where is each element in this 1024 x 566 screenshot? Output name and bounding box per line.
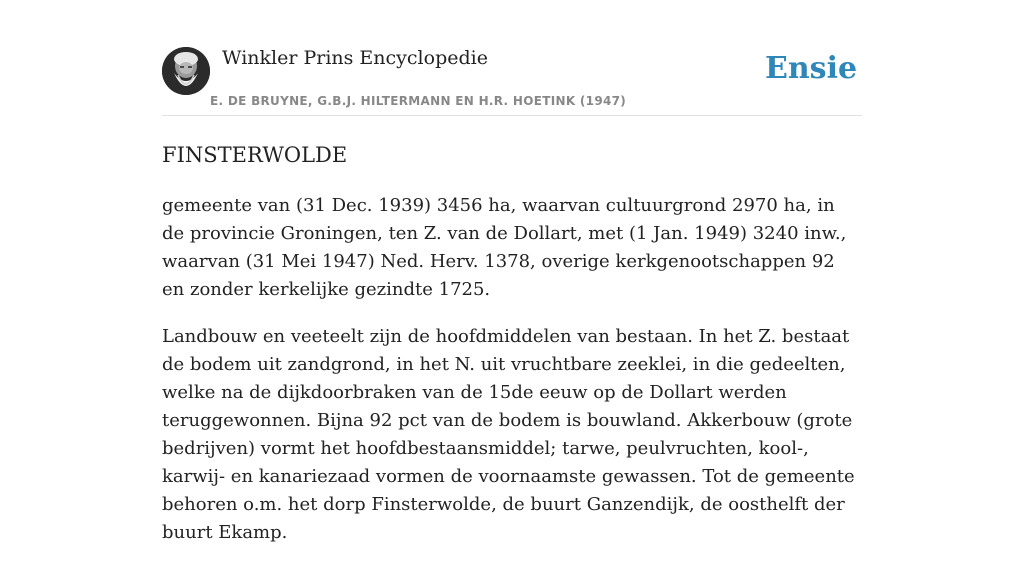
author-avatar xyxy=(162,47,210,95)
article-headword: FINSTERWOLDE xyxy=(162,143,348,167)
article-paragraph: gemeente van (31 Dec. 1939) 3456 ha, waarvan cultuurgrond 2970 ha, in de provincie Groningen, ten Z. van de Dollart, met (1 Jan. 1949) 3240 inw., waarvan (31 Mei 1947) Ned. Herv. 1378, overige kerkgenootschappen 92 en zonder kerkelijke gezindte 1725. xyxy=(162,195,847,300)
article-paragraph: Landbouw en veeteelt zijn de hoofdmiddelen van bestaan. In het Z. bestaat de bodem uit zandgrond, in het N. uit vruchtbare zeeklei, in die gedeelten, welke na de dijkdoorbraken van de 15de eeuw op de Dollart werden teruggewonnen. Bijna 92 pct van de bodem is bouwland. Akkerbouw (grote bedrijven) vormt het hoofdbestaansmiddel; tarwe, peulvruchten, kool-, karwij- en kanariezaad vormen de voornaamste gewassen. Tot de gemeente behoren o.m. het dorp Finsterwolde, de buurt Ganzendijk, de oosthelft der buurt Ekamp. xyxy=(162,326,855,543)
author-byline: E. DE BRUYNE, G.B.J. HILTERMANN EN H.R. HOETINK (1947) xyxy=(210,94,627,108)
bearded-man-portrait-icon xyxy=(162,47,210,95)
ensie-logo-link[interactable]: Ensie xyxy=(765,51,858,86)
header-divider xyxy=(162,115,862,116)
article-body xyxy=(162,192,862,566)
site-title[interactable]: Winkler Prins Encyclopedie xyxy=(222,47,488,69)
